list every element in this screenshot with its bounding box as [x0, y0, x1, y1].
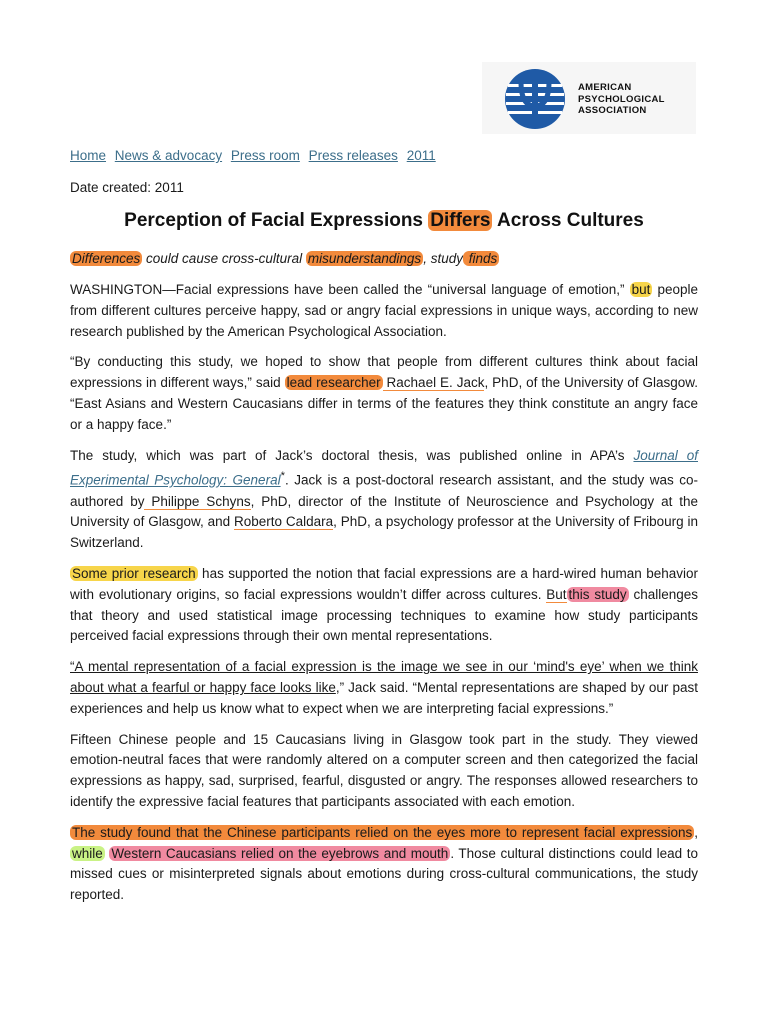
p4-highlight-prior-research: Some prior research: [72, 566, 196, 582]
p7-highlight-chinese-eyes: The study found that the Chinese participants relied on the eyes more to represent facial expressions: [72, 824, 693, 840]
p4-text-e: challenges that theory and used statistical image processing techniques to examine how study participants perceived facial expressions through their own mental representations.: [70, 586, 698, 644]
p2-text-a: “By conducting this study, we hoped to show that people from different cultures think about facial expressions in different ways,” said: [70, 354, 698, 391]
title-part-before: Perception of Facial Expressions: [124, 210, 429, 231]
paragraph-5: [70, 657, 698, 719]
p7-highlight-caucasians-eyebrows: Western Caucasians relied on the eyebrows and mouth: [111, 845, 449, 861]
title-highlight: Differs: [430, 210, 491, 231]
p3-text-h: , PhD, a psychology professor at the University of Fribourg in Switzerland.: [70, 514, 698, 551]
subtitle-text-1: could cause cross-cultural: [142, 251, 306, 266]
p7-highlight-while: while: [72, 845, 103, 861]
apa-logo-text: [578, 82, 665, 117]
p1-text-c: people from different cultures perceive happy, sad or angry facial expressions in unique ways, according to new research published by the American Psychological Association.: [70, 282, 698, 339]
page-subtitle: [70, 251, 499, 266]
breadcrumb-news-advocacy[interactable]: News & advocacy: [114, 148, 223, 163]
article-body: [70, 280, 698, 916]
p4-text-b: has supported the notion that facial expressions are a hard-wired human behavior with evolutionary origins, so facial expressions wouldn’t differ across cultures.: [70, 566, 698, 602]
p2-highlight-lead-researcher: lead researcher: [286, 375, 381, 391]
p1-highlight-but: but: [631, 282, 651, 297]
p2-link-rachael-jack[interactable]: Rachael E. Jack: [382, 375, 485, 391]
breadcrumb-press-room[interactable]: Press room: [230, 148, 300, 163]
logo-line-3: ASSOCIATION: [578, 105, 647, 116]
p2-text-d: , PhD, of the University of Glasgow. “East Asians and Western Caucasians differ in terms of the features they think constitute an angry face or a happy face.”: [70, 375, 699, 432]
apa-logo[interactable]: [482, 62, 696, 134]
p7-text-f: . Those cultural distinctions could lead to missed cues or misinterpreted signals about emotions during cross-cultural communications, the study reported.: [70, 845, 698, 903]
paragraph-6: Fifteen Chinese people and 15 Caucasians living in Glasgow took part in the study. They viewed emotion-neutral faces that were randomly altered on a computer screen and then categorized the facial expressions as happy, sad, surprised, fearful, disgusted or angry. The responses allowed researchers to identify the expressive facial features that participants associated with each emotion.: [70, 731, 698, 810]
date-created: Date created: 2011: [70, 180, 184, 195]
p5-text-b: ,” Jack said. “Mental representations are shaped by our past experiences and help us know what to expect when we are interpreting facial expressions.”: [70, 680, 698, 716]
paragraph-1: [70, 280, 698, 342]
paragraph-3: [70, 446, 698, 554]
paragraph-2: [70, 352, 698, 435]
logo-line-2: PSYCHOLOGICAL: [578, 93, 665, 105]
title-part-after: Across Cultures: [492, 210, 644, 231]
p3-link-journal[interactable]: Journal of Experimental Psychology: General: [70, 447, 698, 488]
subtitle-misunderstandings: misunderstandings: [307, 251, 422, 266]
apa-psi-icon: [504, 68, 566, 130]
logo-line-1: AMERICAN: [578, 82, 632, 93]
breadcrumb-2011[interactable]: 2011: [406, 148, 436, 163]
p3-text-a: The study, which was part of Jack’s doctoral thesis, was published online in APA’s: [70, 447, 634, 463]
breadcrumb: [70, 148, 441, 163]
paragraph-4: [70, 564, 698, 647]
p5-quote-underlined: “A mental representation of a facial expression is the image we see in our ‘mind's eye’ when we think about what a fearful or happy face looks like: [70, 659, 698, 696]
p4-highlight-this-study: this study: [568, 586, 627, 602]
page-title: [0, 210, 768, 232]
p3-link-philippe-schyns[interactable]: Philippe Schyns: [144, 493, 251, 509]
subtitle-text-2: , study: [423, 251, 463, 266]
subtitle-finds: finds: [464, 251, 498, 266]
p7-comma: ,: [694, 824, 698, 840]
paragraph-7: [70, 823, 698, 906]
breadcrumb-press-releases[interactable]: Press releases: [308, 148, 398, 163]
p3-text-f: , PhD, director of the Institute of Neuroscience and Psychology at the University of Glasgow, and: [70, 493, 699, 530]
subtitle-differences: Differences: [72, 251, 141, 266]
p3-asterisk: *: [280, 470, 285, 483]
p3-text-d: . Jack is a post-doctoral research assistant, and the study was co-authored by: [70, 472, 698, 509]
p4-but: But: [546, 586, 567, 602]
breadcrumb-home[interactable]: Home: [70, 148, 107, 163]
p1-text-a: WASHINGTON—Facial expressions have been called the “universal language of emotion,”: [70, 282, 630, 297]
p3-link-roberto-caldara[interactable]: Roberto Caldara: [233, 514, 334, 530]
